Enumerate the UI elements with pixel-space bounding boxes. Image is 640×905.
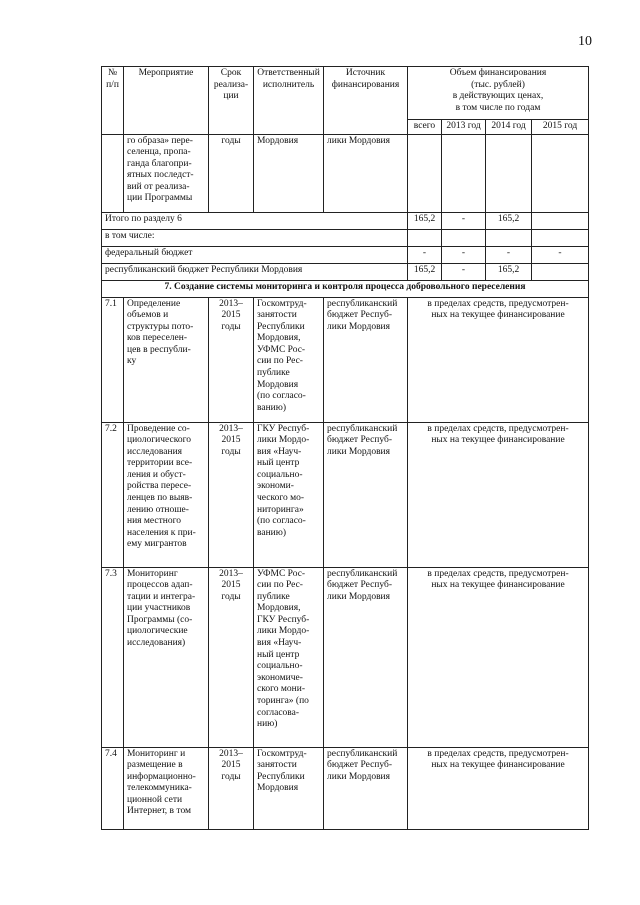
totals-2013: - <box>442 212 486 229</box>
totals-label: Итого по разделу 6 <box>102 212 408 229</box>
header-source: Источник финансирования <box>324 67 408 135</box>
row-executor: ГКУ Респуб- лики Мордо- вия «Науч- ный центр социально- экономи- ческого мо- ниторинга» (по согласо- ванию) <box>254 422 324 567</box>
section-7-title: 7. Создание системы мониторинга и контроля процесса добровольного переселения <box>102 280 589 297</box>
row-source: республиканский бюджет Респуб- лики Мордовия <box>324 747 408 829</box>
totals-2015: - <box>532 246 589 263</box>
row-num: 7.4 <box>102 747 124 829</box>
row-source: республиканский бюджет Респуб- лики Мордовия <box>324 297 408 422</box>
continued-2015 <box>532 134 589 212</box>
totals-2014: 165,2 <box>486 212 532 229</box>
row-source: республиканский бюджет Респуб- лики Мордовия <box>324 422 408 567</box>
row-executor: Госкомтруд- занятости Республики Мордовия <box>254 747 324 829</box>
totals-row <box>102 212 589 229</box>
totals-2014: 165,2 <box>486 263 532 280</box>
totals-2015 <box>532 229 589 246</box>
table-row <box>102 567 589 747</box>
row-term: 2013– 2015 годы <box>209 747 254 829</box>
page-number: 10 <box>578 34 592 49</box>
row-measure: Определение объемов и структуры пото- ков переселен- цев в республи- ку <box>124 297 209 422</box>
totals-row <box>102 263 589 280</box>
totals-total: - <box>408 246 442 263</box>
row-num: 7.2 <box>102 422 124 567</box>
totals-2013: - <box>442 246 486 263</box>
totals-label: федеральный бюджет <box>102 246 408 263</box>
table-row <box>102 297 589 422</box>
totals-2015 <box>532 263 589 280</box>
header-term: Срок реализа- ции <box>209 67 254 135</box>
continued-executor: Мордовия <box>254 134 324 212</box>
section-heading-row <box>102 280 589 297</box>
totals-2015 <box>532 212 589 229</box>
row-num: 7.3 <box>102 567 124 747</box>
row-executor: УФМС Рос- сии по Рес- публике Мордовия, ГКУ Респуб- лики Мордо- вия «Науч- ный центр социально- экономиче- ского мони- торинга» (по согласова- нию) <box>254 567 324 747</box>
row-term: 2013– 2015 годы <box>209 567 254 747</box>
continued-num <box>102 134 124 212</box>
table-header-row <box>102 67 589 120</box>
totals-2014: - <box>486 246 532 263</box>
row-term: 2013– 2015 годы <box>209 297 254 422</box>
row-num: 7.1 <box>102 297 124 422</box>
header-num: № п/п <box>102 67 124 135</box>
row-source: республиканский бюджет Респуб- лики Мордовия <box>324 567 408 747</box>
totals-total: 165,2 <box>408 263 442 280</box>
continued-2014 <box>486 134 532 212</box>
totals-row <box>102 229 589 246</box>
row-executor: Госкомтруд- занятости Республики Мордовия, УФМС Рос- сии по Рес- публике Мордовия (по согласо- ванию) <box>254 297 324 422</box>
continued-2013 <box>442 134 486 212</box>
row-term: 2013– 2015 годы <box>209 422 254 567</box>
continued-term: годы <box>209 134 254 212</box>
continued-source: лики Мордовия <box>324 134 408 212</box>
totals-2013 <box>442 229 486 246</box>
totals-label: в том числе: <box>102 229 408 246</box>
row-measure: Проведение со- циологического исследования территории все- ления и обуст- ройства пересе- ленцев по выяв- лению отноше- ния местного населения к при- ему мигрантов <box>124 422 209 567</box>
totals-total <box>408 229 442 246</box>
row-funding: в пределах средств, предусмотрен- ных на текущее финансирование <box>408 567 589 747</box>
row-measure: Мониторинг процессов адап- тации и интегра- ции участников Программы (со- циологические исследования) <box>124 567 209 747</box>
header-year-total: всего <box>408 120 442 135</box>
continued-row <box>102 134 589 212</box>
totals-row <box>102 246 589 263</box>
totals-2013: - <box>442 263 486 280</box>
header-year-2013: 2013 год <box>442 120 486 135</box>
row-measure: Мониторинг и размещение в информационно- телекоммуника- ционной сети Интернет, в том <box>124 747 209 829</box>
totals-label: республиканский бюджет Республики Мордовия <box>102 263 408 280</box>
continued-total <box>408 134 442 212</box>
continued-measure: го образа» пере- селенца, пропа- ганда благопри- ятных последст- вий от реализа- ции Программы <box>124 134 209 212</box>
totals-2014 <box>486 229 532 246</box>
header-measure: Мероприятие <box>124 67 209 135</box>
header-funding: Объем финансирования (тыс. рублей) в действующих ценах, в том числе по годам <box>408 67 589 120</box>
row-funding: в пределах средств, предусмотрен- ных на текущее финансирование <box>408 422 589 567</box>
header-executor: Ответственный исполнитель <box>254 67 324 135</box>
program-measures-table <box>101 66 589 830</box>
row-funding: в пределах средств, предусмотрен- ных на текущее финансирование <box>408 747 589 829</box>
table-row <box>102 422 589 567</box>
header-year-2015: 2015 год <box>532 120 589 135</box>
row-funding: в пределах средств, предусмотрен- ных на текущее финансирование <box>408 297 589 422</box>
totals-total: 165,2 <box>408 212 442 229</box>
header-year-2014: 2014 год <box>486 120 532 135</box>
table-row <box>102 747 589 829</box>
